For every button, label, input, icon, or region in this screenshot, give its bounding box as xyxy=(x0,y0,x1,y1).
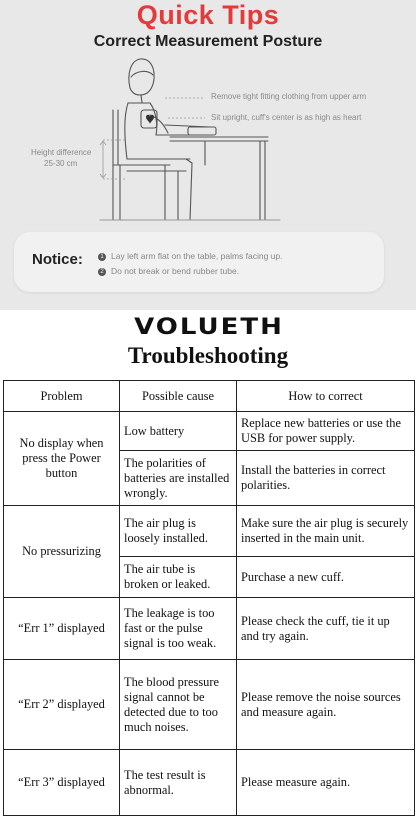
table-row xyxy=(4,660,415,750)
cause-cell: The test result is abnormal. xyxy=(120,750,237,816)
problem-cell: No pressurizing xyxy=(4,506,120,598)
table-row xyxy=(4,598,415,660)
posture-subtitle: Correct Measurement Posture xyxy=(93,33,323,50)
cause-cell: The air tube is broken or leaked. xyxy=(120,557,237,598)
header-possible-cause: Possible cause xyxy=(120,381,237,412)
posture-illustration xyxy=(0,55,416,230)
header-problem: Problem xyxy=(4,381,120,412)
table-header-row xyxy=(4,381,415,412)
fix-cell: Replace new batteries or use the USB for power supply. xyxy=(237,412,415,451)
problem-cell: No display when press the Power button xyxy=(4,412,120,506)
brand-logo-text: VOLUETH xyxy=(134,313,284,340)
header-how-to-correct: How to correct xyxy=(237,381,415,412)
cause-cell: Low battery xyxy=(120,412,237,451)
cause-cell: The air plug is loosely installed. xyxy=(120,506,237,557)
notice-box xyxy=(14,232,384,292)
notice-item-text: Lay left arm flat on the table, palms facing up. xyxy=(111,251,283,261)
annotation-sit-upright: Sit upright, cuff's center is as high as heart xyxy=(211,113,362,122)
number-badge-icon: 2 xyxy=(98,268,106,276)
brand-logo xyxy=(114,312,304,340)
cause-cell: The leakage is too fast or the pulse signal is too weak. xyxy=(120,598,237,660)
notice-label: Notice: xyxy=(32,251,83,268)
fix-cell: Please measure again. xyxy=(237,750,415,816)
table-row xyxy=(4,412,415,451)
notice-item-text: Do not break or bend rubber tube. xyxy=(111,266,240,276)
cause-cell: The blood pressure signal cannot be detected due to too much noises. xyxy=(120,660,237,750)
troubleshooting-title: Troubleshooting xyxy=(127,343,289,368)
annotation-height-value: 25-30 cm xyxy=(44,159,78,168)
fix-cell: Please check the cuff, tie it up and try again. xyxy=(237,598,415,660)
notice-item xyxy=(98,251,283,261)
number-badge-icon: 1 xyxy=(98,253,106,261)
problem-cell: “Err 2” displayed xyxy=(4,660,120,750)
fix-cell: Install the batteries in correct polarities. xyxy=(237,451,415,506)
problem-cell: “Err 1” displayed xyxy=(4,598,120,660)
table-row xyxy=(4,750,415,816)
fix-cell: Make sure the air plug is securely inserted in the main unit. xyxy=(237,506,415,557)
annotation-height-label: Height difference xyxy=(31,148,92,157)
fix-cell: Purchase a new cuff. xyxy=(237,557,415,598)
annotation-clothing: Remove tight fitting clothing from upper arm xyxy=(211,92,367,101)
fix-cell: Please remove the noise sources and measure again. xyxy=(237,660,415,750)
quick-tips-panel xyxy=(0,0,416,310)
cause-cell: The polarities of batteries are installed wrongly. xyxy=(120,451,237,506)
table-row xyxy=(4,506,415,557)
notice-item xyxy=(98,266,239,276)
quick-tips-title: Quick Tips xyxy=(136,0,280,30)
problem-cell: “Err 3” displayed xyxy=(4,750,120,816)
troubleshooting-table xyxy=(3,380,415,816)
